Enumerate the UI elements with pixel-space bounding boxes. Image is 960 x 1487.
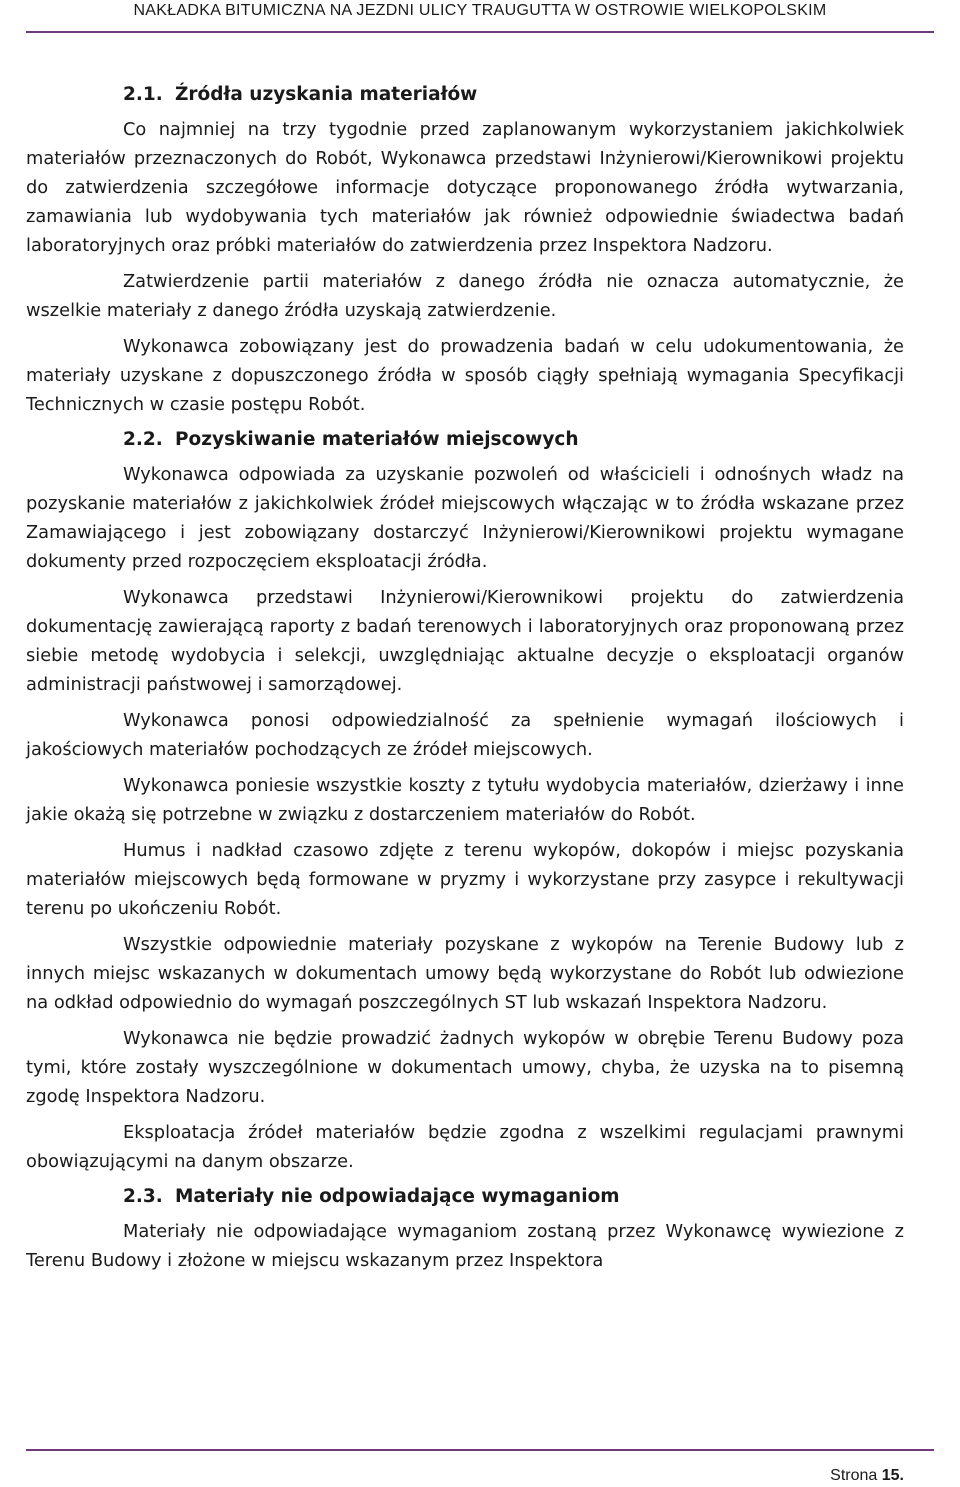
- section-title: Materiały nie odpowiadające wymaganiom: [175, 1186, 620, 1207]
- section-title: Pozyskiwanie materiałów miejscowych: [175, 429, 579, 450]
- section-number: 2.1.: [123, 84, 163, 105]
- section-number: 2.2.: [123, 429, 163, 450]
- footer-divider: [26, 1449, 934, 1451]
- paragraph: Wykonawca nie będzie prowadzić żadnych wykopów w obrębie Terenu Budowy poza tymi, które zostały wyszczególnione w dokumentach umowy, chyba, że uzyska na to pisemną zgodę Inspektora Nadzoru.: [26, 1028, 904, 1107]
- section-heading-2-2: [26, 425, 904, 454]
- section-heading-2-3: [26, 1182, 904, 1211]
- paragraph: Zatwierdzenie partii materiałów z danego źródła nie oznacza automatycznie, że wszelkie materiały z danego źródła uzyskają zatwierdzenie.: [26, 271, 904, 321]
- page-number: [830, 1467, 904, 1485]
- paragraph: Wykonawca przedstawi Inżynierowi/Kierownikowi projektu do zatwierdzenia dokumentację zawierającą raporty z badań terenowych i laboratoryjnych oraz proponowaną przez siebie metodę wydobycia i selekcji, uwzględniając aktualne decyzje o eksploatacji organów administracji państwowej i samorządowej.: [26, 587, 904, 695]
- section-number: 2.3.: [123, 1186, 163, 1207]
- section-heading-2-1: [26, 80, 904, 109]
- header-divider: [26, 31, 934, 33]
- paragraph: Wykonawca ponosi odpowiedzialność za spełnienie wymagań ilościowych i jakościowych materiałów pochodzących ze źródeł miejscowych.: [26, 710, 904, 760]
- paragraph: Co najmniej na trzy tygodnie przed zaplanowanym wykorzystaniem jakichkolwiek materiałów przeznaczonych do Robót, Wykonawca przedstawi Inżynierowi/Kierownikowi projektu do zatwierdzenia szczegółowe informacje dotyczące proponowanego źródła wytwarzania, zamawiania lub wydobywania tych materiałów jak również odpowiednie świadectwa badań laboratoryjnych oraz próbki materiałów do zatwierdzenia przez Inspektora Nadzoru.: [26, 119, 904, 256]
- paragraph: Materiały nie odpowiadające wymaganiom zostaną przez Wykonawcę wywiezione z Terenu Budowy i złożone w miejscu wskazanym przez Inspektora: [26, 1221, 904, 1271]
- paragraph: Wykonawca poniesie wszystkie koszty z tytułu wydobycia materiałów, dzierżawy i inne jakie okażą się potrzebne w związku z dostarczeniem materiałów do Robót.: [26, 775, 904, 825]
- page-number-value: 15.: [881, 1467, 904, 1484]
- section-title: Źródła uzyskania materiałów: [175, 84, 478, 105]
- paragraph: Eksploatacja źródeł materiałów będzie zgodna z wszelkimi regulacjami prawnymi obowiązującymi na danym obszarze.: [26, 1122, 904, 1172]
- paragraph: Wykonawca odpowiada za uzyskanie pozwoleń od właścicieli i odnośnych władz na pozyskanie materiałów z jakichkolwiek źródeł miejscowych włączając w to źródła wskazane przez Zamawiającego i jest zobowiązany dostarczyć Inżynierowi/Kierownikowi projektu wymagane dokumenty przed rozpoczęciem eksploatacji źródła.: [26, 464, 904, 572]
- paragraph: Humus i nadkład czasowo zdjęte z terenu wykopów, dokopów i miejsc pozyskania materiałów miejscowych będą formowane w pryzmy i wykorzystane przy zasypce i rekultywacji terenu po ukończeniu Robót.: [26, 840, 904, 919]
- paragraph: Wykonawca zobowiązany jest do prowadzenia badań w celu udokumentowania, że materiały uzyskane z dopuszczonego źródła w sposób ciągły spełniają wymagania Specyfikacji Technicznych w czasie postępu Robót.: [26, 336, 904, 415]
- running-header: NAKŁADKA BITUMICZNA NA JEZDNI ULICY TRAUGUTTA W OSTROWIE WIELKOPOLSKIM: [133, 2, 827, 19]
- paragraph: Wszystkie odpowiednie materiały pozyskane z wykopów na Terenie Budowy lub z innych miejsc wskazanych w dokumentach umowy będą wykorzystane do Robót lub odwiezione na odkład odpowiednio do wymagań poszczególnych ST lub wskazań Inspektora Nadzoru.: [26, 934, 904, 1013]
- page-label: Strona: [830, 1467, 878, 1484]
- document-body: [26, 80, 904, 1275]
